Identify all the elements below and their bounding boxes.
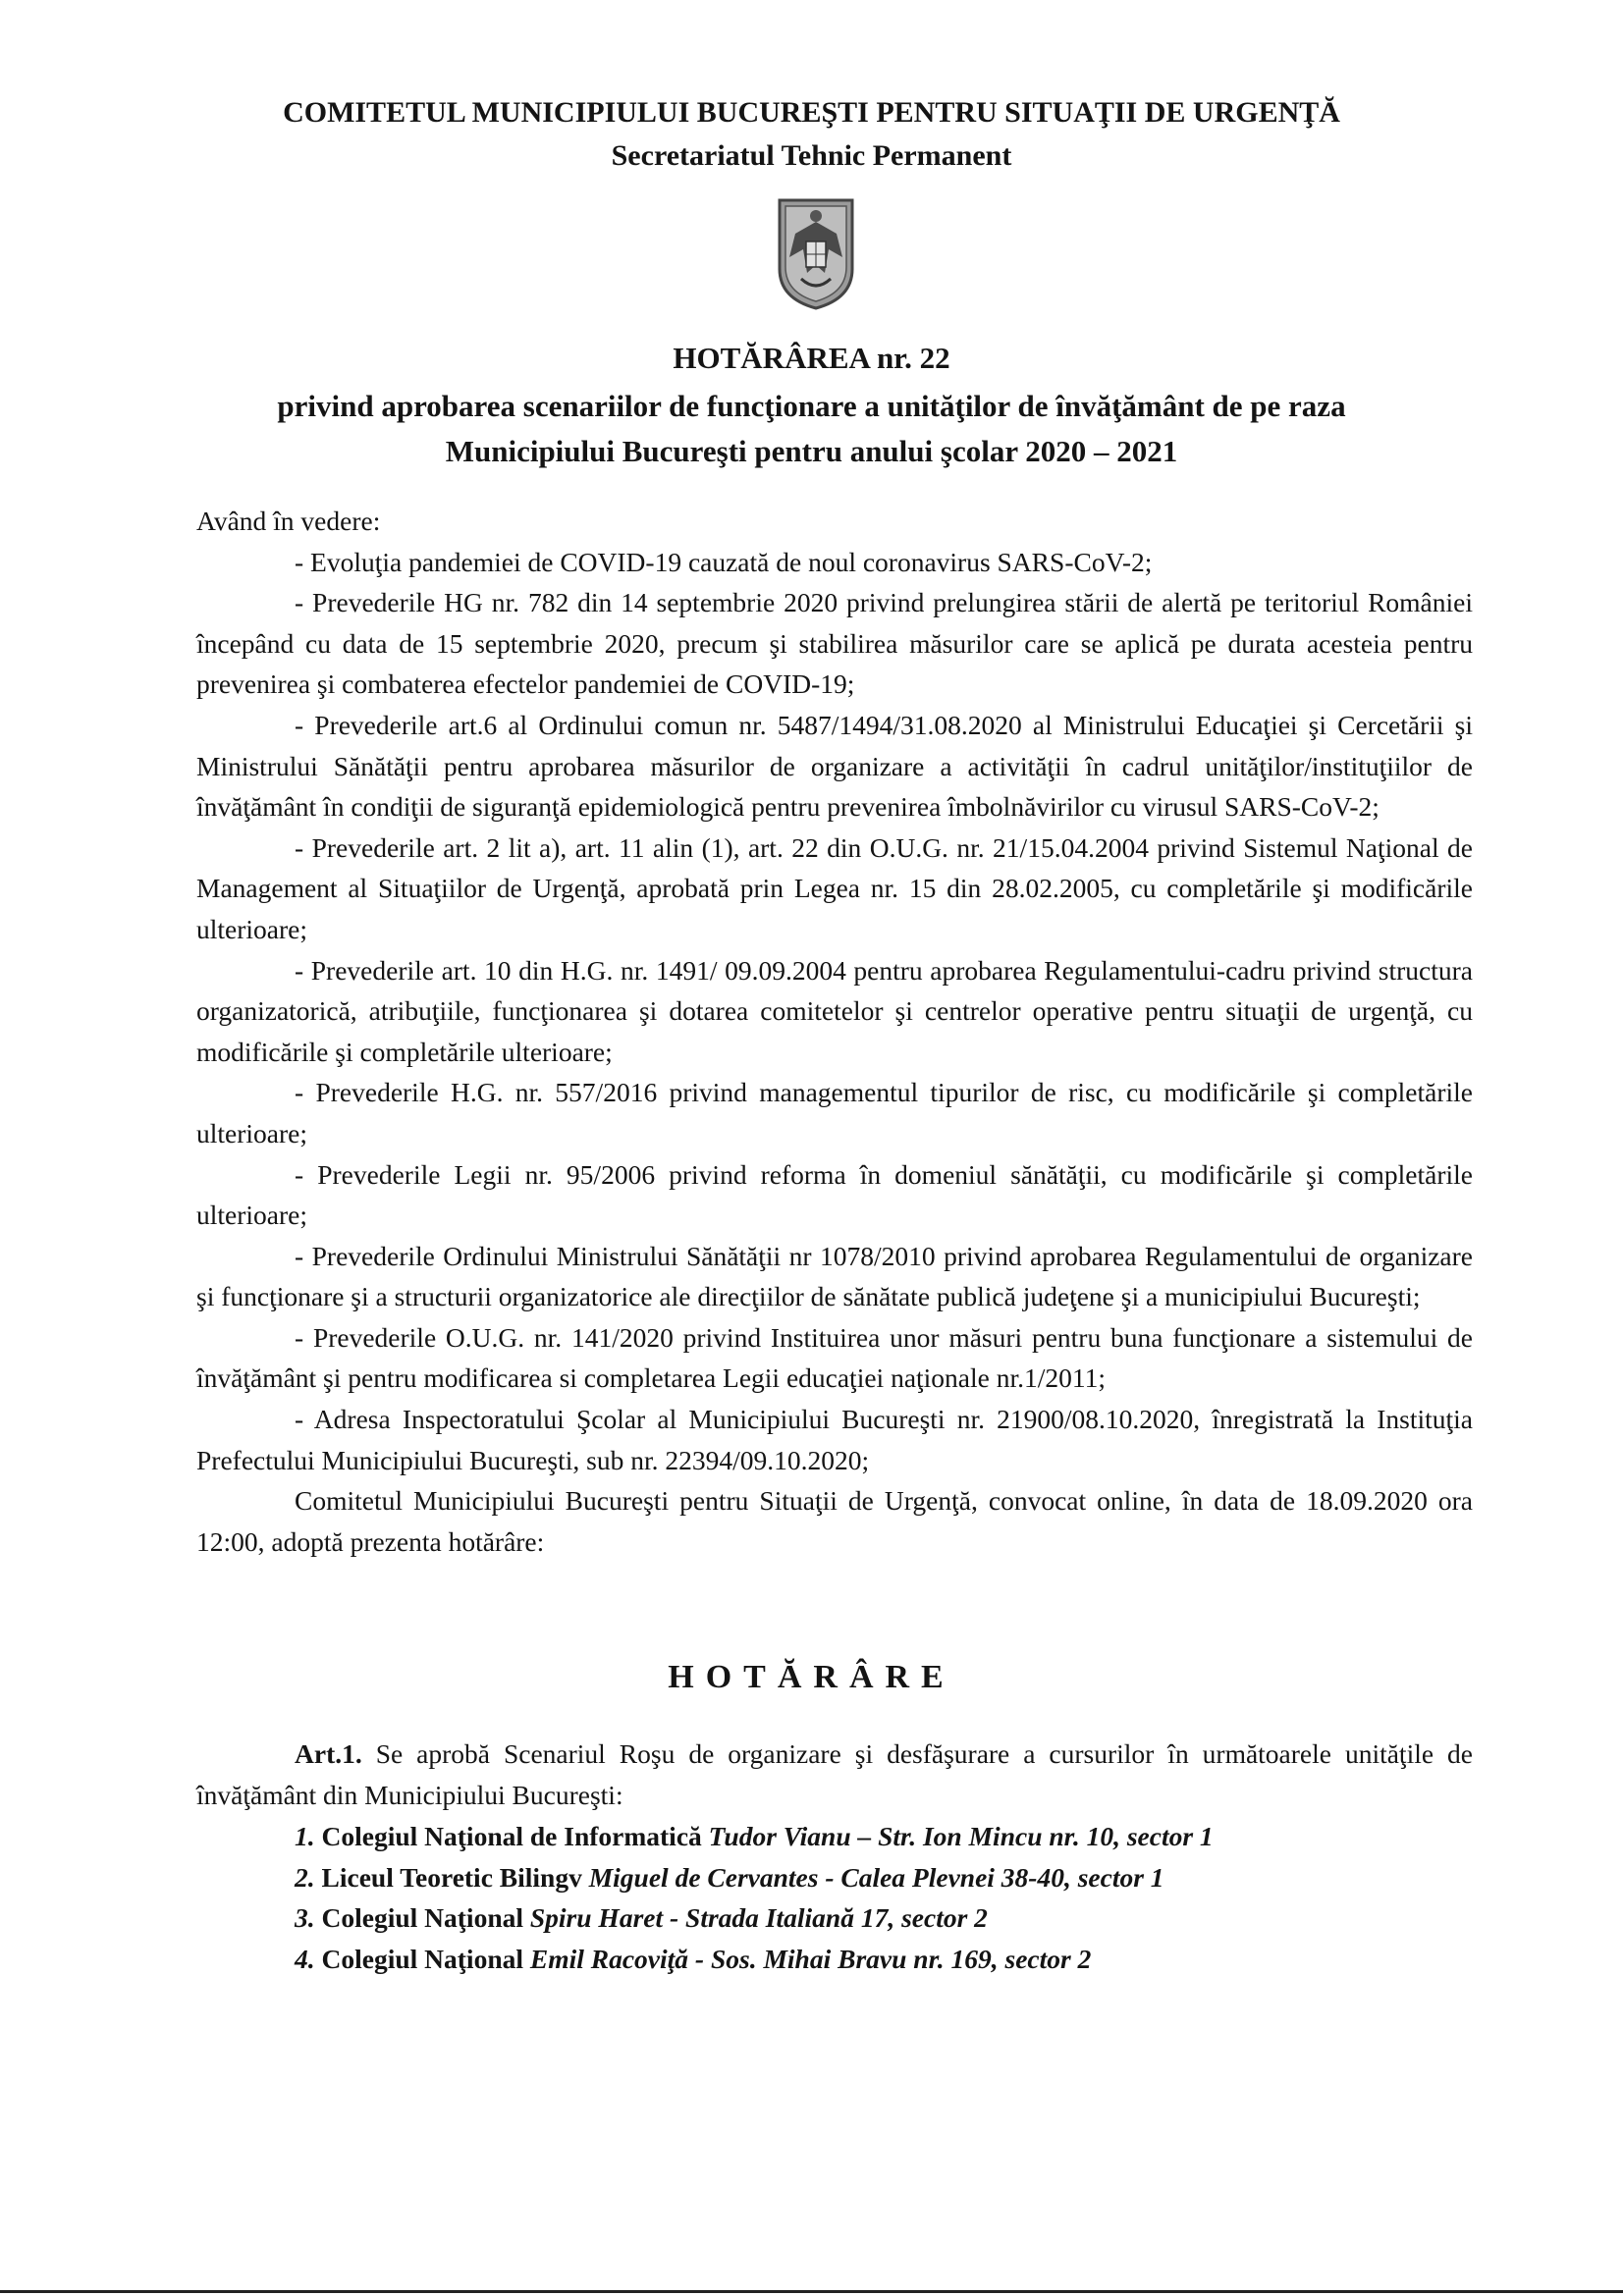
header-committee: COMITETUL MUNICIPIULUI BUCUREŞTI PENTRU SITUAŢII DE URGENŢĂ [283, 96, 1340, 129]
school-name: Colegiul Naţional de Informatică [314, 1821, 709, 1851]
decision-title: HOTĂRÂREA nr. 22 [673, 341, 950, 375]
considerations-block [196, 501, 1473, 1562]
decision-subtitle-line1: privind aprobarea scenariilor de funcţionare a unităţilor de învăţământ de pe raza [277, 389, 1346, 423]
page-bottom-divider [0, 2290, 1623, 2293]
list-item [295, 1816, 1214, 1857]
consideration-paragraph: - Prevederile Legii nr. 95/2006 privind reforma în domeniul sănătăţii, cu modificările şi completările ulterioare; [196, 1158, 1473, 1231]
school-detail: Tudor Vianu – Str. Ion Mincu nr. 10, sector 1 [708, 1821, 1214, 1851]
consideration-paragraph: - Prevederile art. 2 lit a), art. 11 alin (1), art. 22 din O.U.G. nr. 21/15.04.2004 privind Sistemul Naţional de Management al Situaţiilor de Urgenţă, aprobată prin Legea nr. 15 din 28.02.2005, cu completările şi modificările ulterioare; [196, 831, 1473, 944]
consideration-paragraph: - Prevederile Ordinului Ministrului Sănătăţii nr 1078/2010 privind aprobarea Regulamentului de organizare şi funcţionare şi a structurii organizatorice ale direcţiilor de sănătate publică judeţene şi a municipiului Bucureşti; [196, 1240, 1473, 1312]
adoption-paragraph: Comitetul Municipiului Bucureşti pentru Situaţii de Urgenţă, convocat online, în data de 18.09.2020 ora 12:00, adoptă prezenta hotărâre: [196, 1485, 1473, 1557]
item-number: 3. [295, 1902, 315, 1934]
consideration-paragraph: - Prevederile H.G. nr. 557/2016 privind managementul tipurilor de risc, cu modificările şi completările ulterioare; [196, 1077, 1473, 1148]
school-name: Colegiul Naţional [314, 1902, 530, 1934]
item-number: 4. [295, 1943, 315, 1974]
consideration-paragraph: - Adresa Inspectoratului Şcolar al Municipiului Bucureşti nr. 21900/08.10.2020, înregistrată la Instituţia Prefectului Municipiului Bucureşti, sub nr. 22394/09.10.2020; [196, 1404, 1473, 1475]
decision-heading: HOTĂRÂRE [668, 1659, 955, 1695]
schools-list [295, 1816, 1214, 1979]
school-name: Liceul Teoretic Bilingv [314, 1861, 589, 1893]
list-item [295, 1897, 1214, 1939]
item-number: 1. [295, 1821, 315, 1851]
item-number: 2. [295, 1861, 315, 1893]
intro-text: Având în vedere: [196, 506, 381, 536]
article-text: Se aprobă Scenariul Roşu de organizare şi desfăşurare a cursurilor în următoarele unităţile de învăţământ din Municipiului Bucureşti: [196, 1738, 1473, 1810]
school-name: Colegiul Naţional [314, 1943, 530, 1974]
header-secretariat: Secretariatul Tehnic Permanent [611, 139, 1012, 172]
list-item [295, 1857, 1214, 1898]
decision-subtitle-line2: Municipiului Bucureşti pentru anului şcolar 2020 – 2021 [445, 434, 1178, 468]
article-label: Art.1. [295, 1738, 362, 1769]
school-detail: Spiru Haret - Strada Italiană 17, sector 2 [529, 1902, 988, 1934]
consideration-paragraph: - Prevederile HG nr. 782 din 14 septembrie 2020 privind prelungirea stării de alertă pe teritoriul României începând cu data de 15 septembrie 2020, precum şi stabilirea măsurilor care se aplică pe durata acesteia pentru prevenirea şi combaterea efectelor pandemiei de COVID-19; [196, 587, 1473, 700]
school-detail: Miguel de Cervantes - Calea Plevnei 38-40, sector 1 [588, 1861, 1164, 1893]
coat-of-arms-icon [776, 196, 856, 312]
school-detail: Emil Racoviţă - Sos. Mihai Bravu nr. 169, sector 2 [529, 1943, 1092, 1974]
consideration-paragraph: - Prevederile art.6 al Ordinului comun nr. 5487/1494/31.08.2020 al Ministrului Educaţiei şi Cercetării şi Ministrului Sănătăţii pentru aprobarea măsurilor de organizare a activităţii în cadrul unităţilor/instituţiilor de învăţământ în condiţii de siguranţă epidemiologică pentru prevenirea îmbolnăvirilor cu virusul SARS-CoV-2; [196, 709, 1473, 823]
article-1 [196, 1734, 1473, 1815]
consideration-paragraph: - Prevederile art. 10 din H.G. nr. 1491/ 09.09.2004 pentru aprobarea Regulamentului-cadru privind structura organizatorică, atribuţiile, funcţionarea şi dotarea comitetelor şi centrelor operative pentru situaţii de urgenţă, cu modificările şi completările ulterioare; [196, 954, 1473, 1067]
list-item [295, 1939, 1214, 1980]
consideration-paragraph: - Prevederile O.U.G. nr. 141/2020 privind Instituirea unor măsuri pentru buna funcţionare a sistemului de învăţământ şi pentru modificarea si completarea Legii educaţiei naţionale nr.1/2011; [196, 1321, 1473, 1394]
consideration-paragraph: - Evoluţia pandemiei de COVID-19 cauzată de noul coronavirus SARS-CoV-2; [295, 546, 1153, 577]
